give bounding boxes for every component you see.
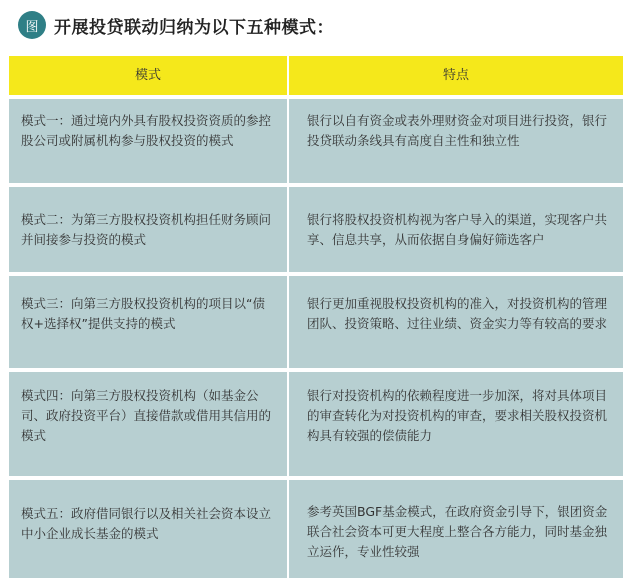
feature-cell: 参考英国BGF基金模式，在政府资金引导下，银团资金联合社会资本可更大程度上整合各方能力，同时基金独立运作，专业性较强 — [307, 504, 608, 559]
mode-cell: 模式三：向第三方股权投资机构的项目以“债权+选择权”提供支持的模式 — [9, 276, 289, 368]
column-header-feature: 特点 — [442, 67, 469, 83]
mode-cell: 模式五：政府借同银行以及相关社会资本设立中小企业成长基金的模式 — [9, 480, 289, 578]
modes-table — [9, 56, 623, 582]
column-header-mode: 模式 — [9, 56, 289, 95]
feature-cell: 银行以自有资金或表外理财资金对项目进行投资，银行投贷联动条线具有高度自主性和独立性 — [307, 113, 608, 148]
figure-icon: 图 — [18, 11, 46, 39]
table-row — [9, 99, 623, 183]
table-row — [9, 276, 623, 368]
feature-cell: 银行更加重视股权投资机构的准入，对投资机构的管理团队、投资策略、过往业绩、资金实力等有较高的要求 — [307, 296, 608, 331]
table-row — [9, 372, 623, 476]
table-row — [9, 480, 623, 578]
section-header — [18, 10, 334, 40]
mode-cell: 模式二：为第三方股权投资机构担任财务顾问并间接参与投资的模式 — [9, 187, 289, 272]
feature-cell: 银行对投资机构的依赖程度进一步加深，将对具体项目的审查转化为对投资机构的审查，要求相关股权投资机构具有较强的偿债能力 — [307, 388, 608, 443]
page-title: 开展投贷联动归纳为以下五种模式： — [54, 17, 334, 38]
table-header-row — [9, 56, 623, 95]
mode-cell: 模式四：向第三方股权投资机构（如基金公司、政府投资平台）直接借款或借用其信用的模式 — [9, 372, 289, 476]
table-row — [9, 187, 623, 272]
mode-cell: 模式一：通过境内外具有股权投资资质的参控股公司或附属机构参与股权投资的模式 — [9, 99, 289, 183]
feature-cell: 银行将股权投资机构视为客户导入的渠道，实现客户共享、信息共享，从而依据自身偏好筛选客户 — [307, 212, 608, 247]
